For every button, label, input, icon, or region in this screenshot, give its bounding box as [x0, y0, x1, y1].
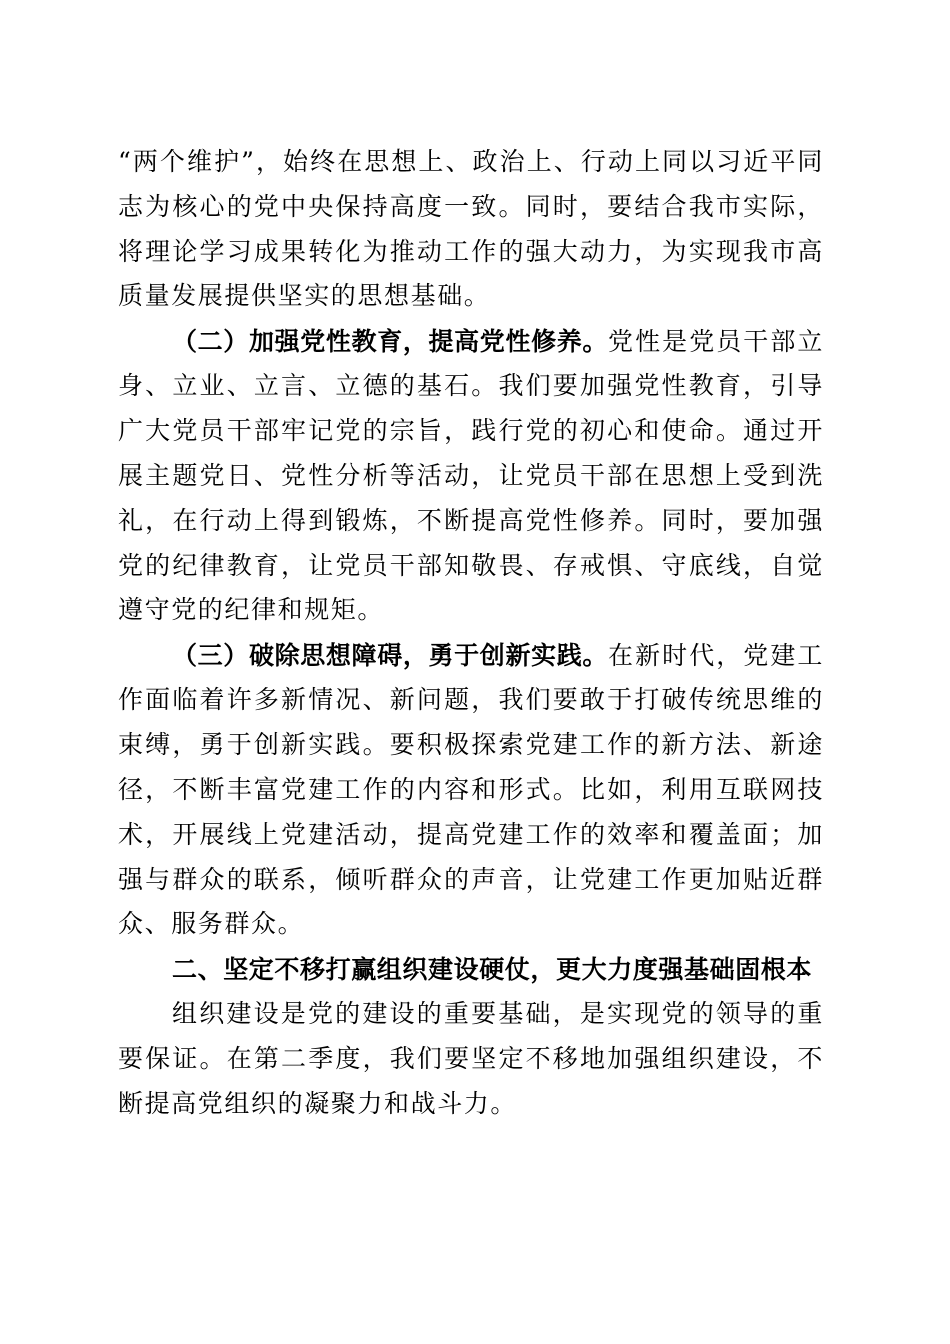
- paragraph-continued: [118, 140, 824, 319]
- paragraph-text: 在新时代，党建工作面临着许多新情况、新问题，我们要敢于打破传统思维的束缚，勇于创新实践。要积极探索党建工作的新方法、新途径，不断丰富党建工作的内容和形式。比如，利用互联网技术，开展线上党建活动，提高党建工作的效率和覆盖面；加强与群众的联系，倾听群众的声音，让党建工作更加贴近群众、服务群众。: [118, 640, 824, 939]
- document-body: [118, 140, 824, 1127]
- section-heading: 二、坚定不移打赢组织建设硬仗，更大力度强基础固根本: [172, 954, 813, 984]
- paragraph-lead: （三）破除思想障碍，勇于创新实践。: [172, 640, 609, 670]
- paragraph-text: “两个维护”，始终在思想上、政治上、行动上同以习近平同志为核心的党中央保持高度一致。同时，要结合我市实际，将理论学习成果转化为推动工作的强大动力，为实现我市高质量发展提供坚实的思想基础。: [118, 147, 824, 311]
- paragraph-text: 组织建设是党的建设的重要基础，是实现党的领导的重要保证。在第二季度，我们要坚定不移地加强组织建设，不断提高党组织的凝聚力和战斗力。: [118, 999, 824, 1118]
- paragraph-text: 党性是党员干部立身、立业、立言、立德的基石。我们要加强党性教育，引导广大党员干部牢记党的宗旨，践行党的初心和使命。通过开展主题党日、党性分析等活动，让党员干部在思想上受到洗礼，在行动上得到锻炼，不断提高党性修养。同时，要加强党的纪律教育，让党员干部知敬畏、存戒惧、守底线，自觉遵守党的纪律和规矩。: [118, 326, 824, 625]
- paragraph-organization: [118, 992, 824, 1126]
- paragraph-innovation: [118, 634, 824, 948]
- paragraph-lead: （二）加强党性教育，提高党性修养。: [172, 326, 609, 356]
- paragraph-party-spirit: [118, 320, 824, 634]
